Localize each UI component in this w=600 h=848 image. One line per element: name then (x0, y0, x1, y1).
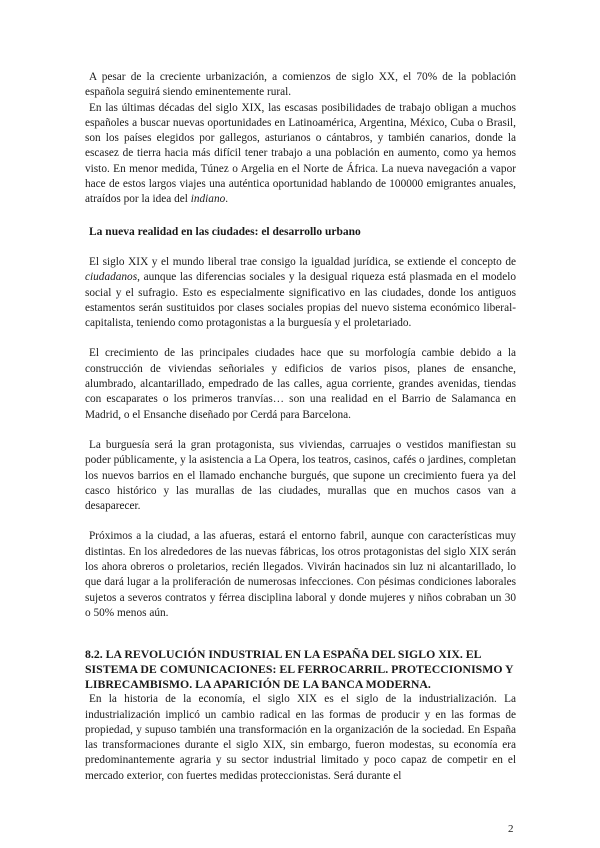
liberal-text: El siglo XIX y el mundo liberal trae consigo la igualdad jurídica, se extiende el concepto de (89, 255, 516, 268)
paragraph-rural-population: A pesar de la creciente urbanización, a comienzos de siglo XX, el 70% de la población española seguirá siendo eminentemente rural. (85, 71, 516, 99)
page-content (85, 70, 516, 784)
subheading-urban-development: La nueva realidad en las ciudades: el desarrollo urbano (89, 225, 361, 238)
emigration-text-end: . (225, 193, 229, 206)
emigration-text: En las últimas décadas del siglo XIX, las escasas posibilidades de trabajo obligan a muchos españoles a buscar nuevas oportunidades en Latinoamérica, Argentina, México, Cuba o Brasil, son los países elegidos por gallegos, asturianos o cántabros, y también canarios, donde la escasez de tierra hacia más difícil tener trabajo a una población en aumento, como ya hemos visto. En menor medida, Túnez o Argelia en el Norte de África. La nueva navegación a vapor hace de estos largos viajes una auténtica oportunidad hablando de 100000 emigrantes anuales, atraídos por la idea del (85, 101, 516, 206)
paragraph-emigration (85, 101, 516, 208)
section-heading-8-2: 8.2. LA REVOLUCIÓN INDUSTRIAL EN LA ESPAÑA DEL SIGLO XIX. EL SISTEMA DE COMUNICACIONES: EL FERROCARRIL. PROTECCIONISMO Y LIBRECAMBISMO. LA APARICIÓN DE LA BANCA MODERNA. (85, 647, 514, 692)
paragraph-liberal-world (85, 255, 516, 331)
ciudadanos-term: ciudadanos (85, 271, 138, 284)
paragraph-industrial-outskirts: Próximos a la ciudad, a las afueras, estará el entorno fabril, aunque con características muy distintas. En los alrededores de las nuevas fábricas, los otros protagonistas del siglo XIX serán los ahora obreros o proletarios, recién llegados. Vivirán hacinados sin luz ni alcantarillado, lo que dará lugar a la proliferación de numerosas infecciones. Con pésimas condiciones laborales sujetos a severos contratos y férrea disciplina laboral y donde mujeres y niños cobraban un 30 o 50% menos aún. (85, 530, 516, 619)
liberal-text-end: , aunque las diferencias sociales y la desigual riqueza está plasmada en el modelo social y el sufragio. Esto es especialmente significativo en las ciudades, donde los antiguos estamentos serán sustituidos por clases sociales propias del nuevo sistema económico liberal-capitalista, teniendo como protagonistas a la burguesía y el proletariado. (85, 271, 516, 330)
paragraph-industrialization: En la historia de la economía, el siglo XIX es el siglo de la industrialización. La industrialización implicó un cambio radical en las formas de producir y en las formas de propiedad, y supuso también una transformación en la organización de la sociedad. En España las transformaciones durante el siglo XIX, sin embargo, fueron modestas, su economía era predominantemente agraria y su sector industrial limitado y poco capaz de competir en el mercado exterior, con fuertes medidas proteccionistas. Será durante el (85, 693, 516, 782)
paragraph-bourgeoisie: La burguesía será la gran protagonista, sus viviendas, carruajes o vestidos manifiestan su poder públicamente, y la asistencia a La Opera, los teatros, casinos, cafés o jardines, completan los nuevos barrios en el llamado enchanche burgués, que supone un crecimiento fuera ya del casco histórico y las murallas de las ciudades, murallas que en muchos casos van a desaparecer. (85, 438, 516, 513)
paragraph-city-growth: El crecimiento de las principales ciudades hace que su morfología cambie debido a la construcción de viviendas señoriales y edificios de varios pisos, planes de ensanche, alumbrado, alcantarillado, empedrado de las calles, agua corriente, grandes avenidas, tiendas con escaparates o los primeros tranvías… son una realidad en el Barrio de Salamanca en Madrid, o el Ensanche diseñado por Cerdá para Barcelona. (85, 347, 516, 421)
indiano-term: indiano (190, 193, 226, 206)
page-number: 2 (508, 823, 514, 835)
